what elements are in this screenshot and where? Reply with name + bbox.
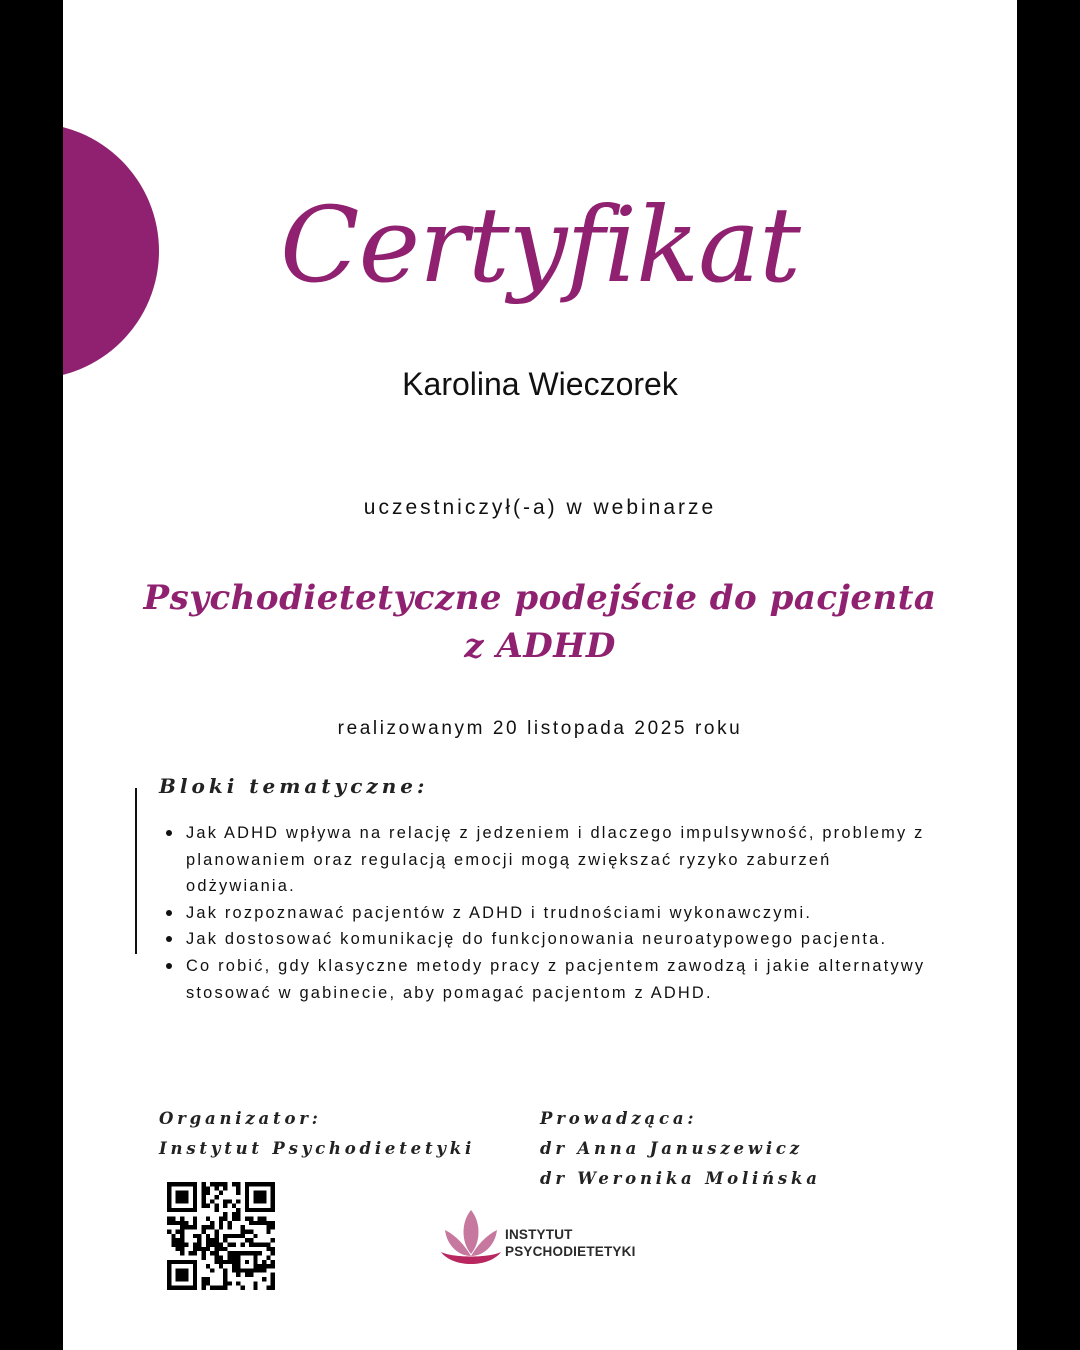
hosts-block [540, 1104, 821, 1194]
hosts-label: Prowadząca: [540, 1109, 698, 1128]
certificate-title: Certyfikat [280, 184, 800, 306]
qr-code-icon [167, 1182, 275, 1290]
lotus-logo-icon [439, 1206, 503, 1270]
topic-item: Co robić, gdy klasyczne metody pracy z pacjentem zawodzą i jakie alternatywy stosować w gabinecie, aby pomagać pacjentom z ADHD. [159, 953, 929, 1006]
date-line: realizowanym 20 listopada 2025 roku [337, 718, 743, 739]
logo-line-2: PSYCHODIETETYKI [505, 1244, 636, 1259]
certificate-page [63, 0, 1017, 1350]
host-name: dr Anna Januszewicz [540, 1139, 803, 1158]
organizer-label: Organizator: [159, 1109, 322, 1128]
recipient-name: Karolina Wieczorek [402, 366, 678, 402]
topics-list [159, 820, 929, 1006]
topic-item: Jak rozpoznawać pacjentów z ADHD i trudnościami wykonawczymi. [159, 900, 929, 927]
topics-divider-line [135, 788, 137, 954]
topic-item: Jak dostosować komunikację do funkcjonowania neuroatypowego pacjenta. [159, 926, 929, 953]
logo-text [505, 1226, 636, 1260]
logo-line-1: INSTYTUT [505, 1227, 573, 1242]
organizer-block [159, 1104, 475, 1164]
institute-logo [439, 1206, 659, 1270]
participation-text: uczestniczył(-a) w webinarze [363, 496, 717, 519]
webinar-title: Psychodietetyczne podejście do pacjenta z ADHD [143, 578, 937, 666]
organizer-name: Instytut Psychodietetyki [159, 1139, 476, 1158]
topics-heading: Bloki tematyczne: [159, 774, 429, 798]
topic-item: Jak ADHD wpływa na relację z jedzeniem i dlaczego impulsywność, problemy z planowaniem oraz regulacją emocji mogą zwiększać ryzyko zaburzeń odżywiania. [159, 820, 929, 900]
host-name: dr Weronika Molińska [540, 1169, 821, 1188]
